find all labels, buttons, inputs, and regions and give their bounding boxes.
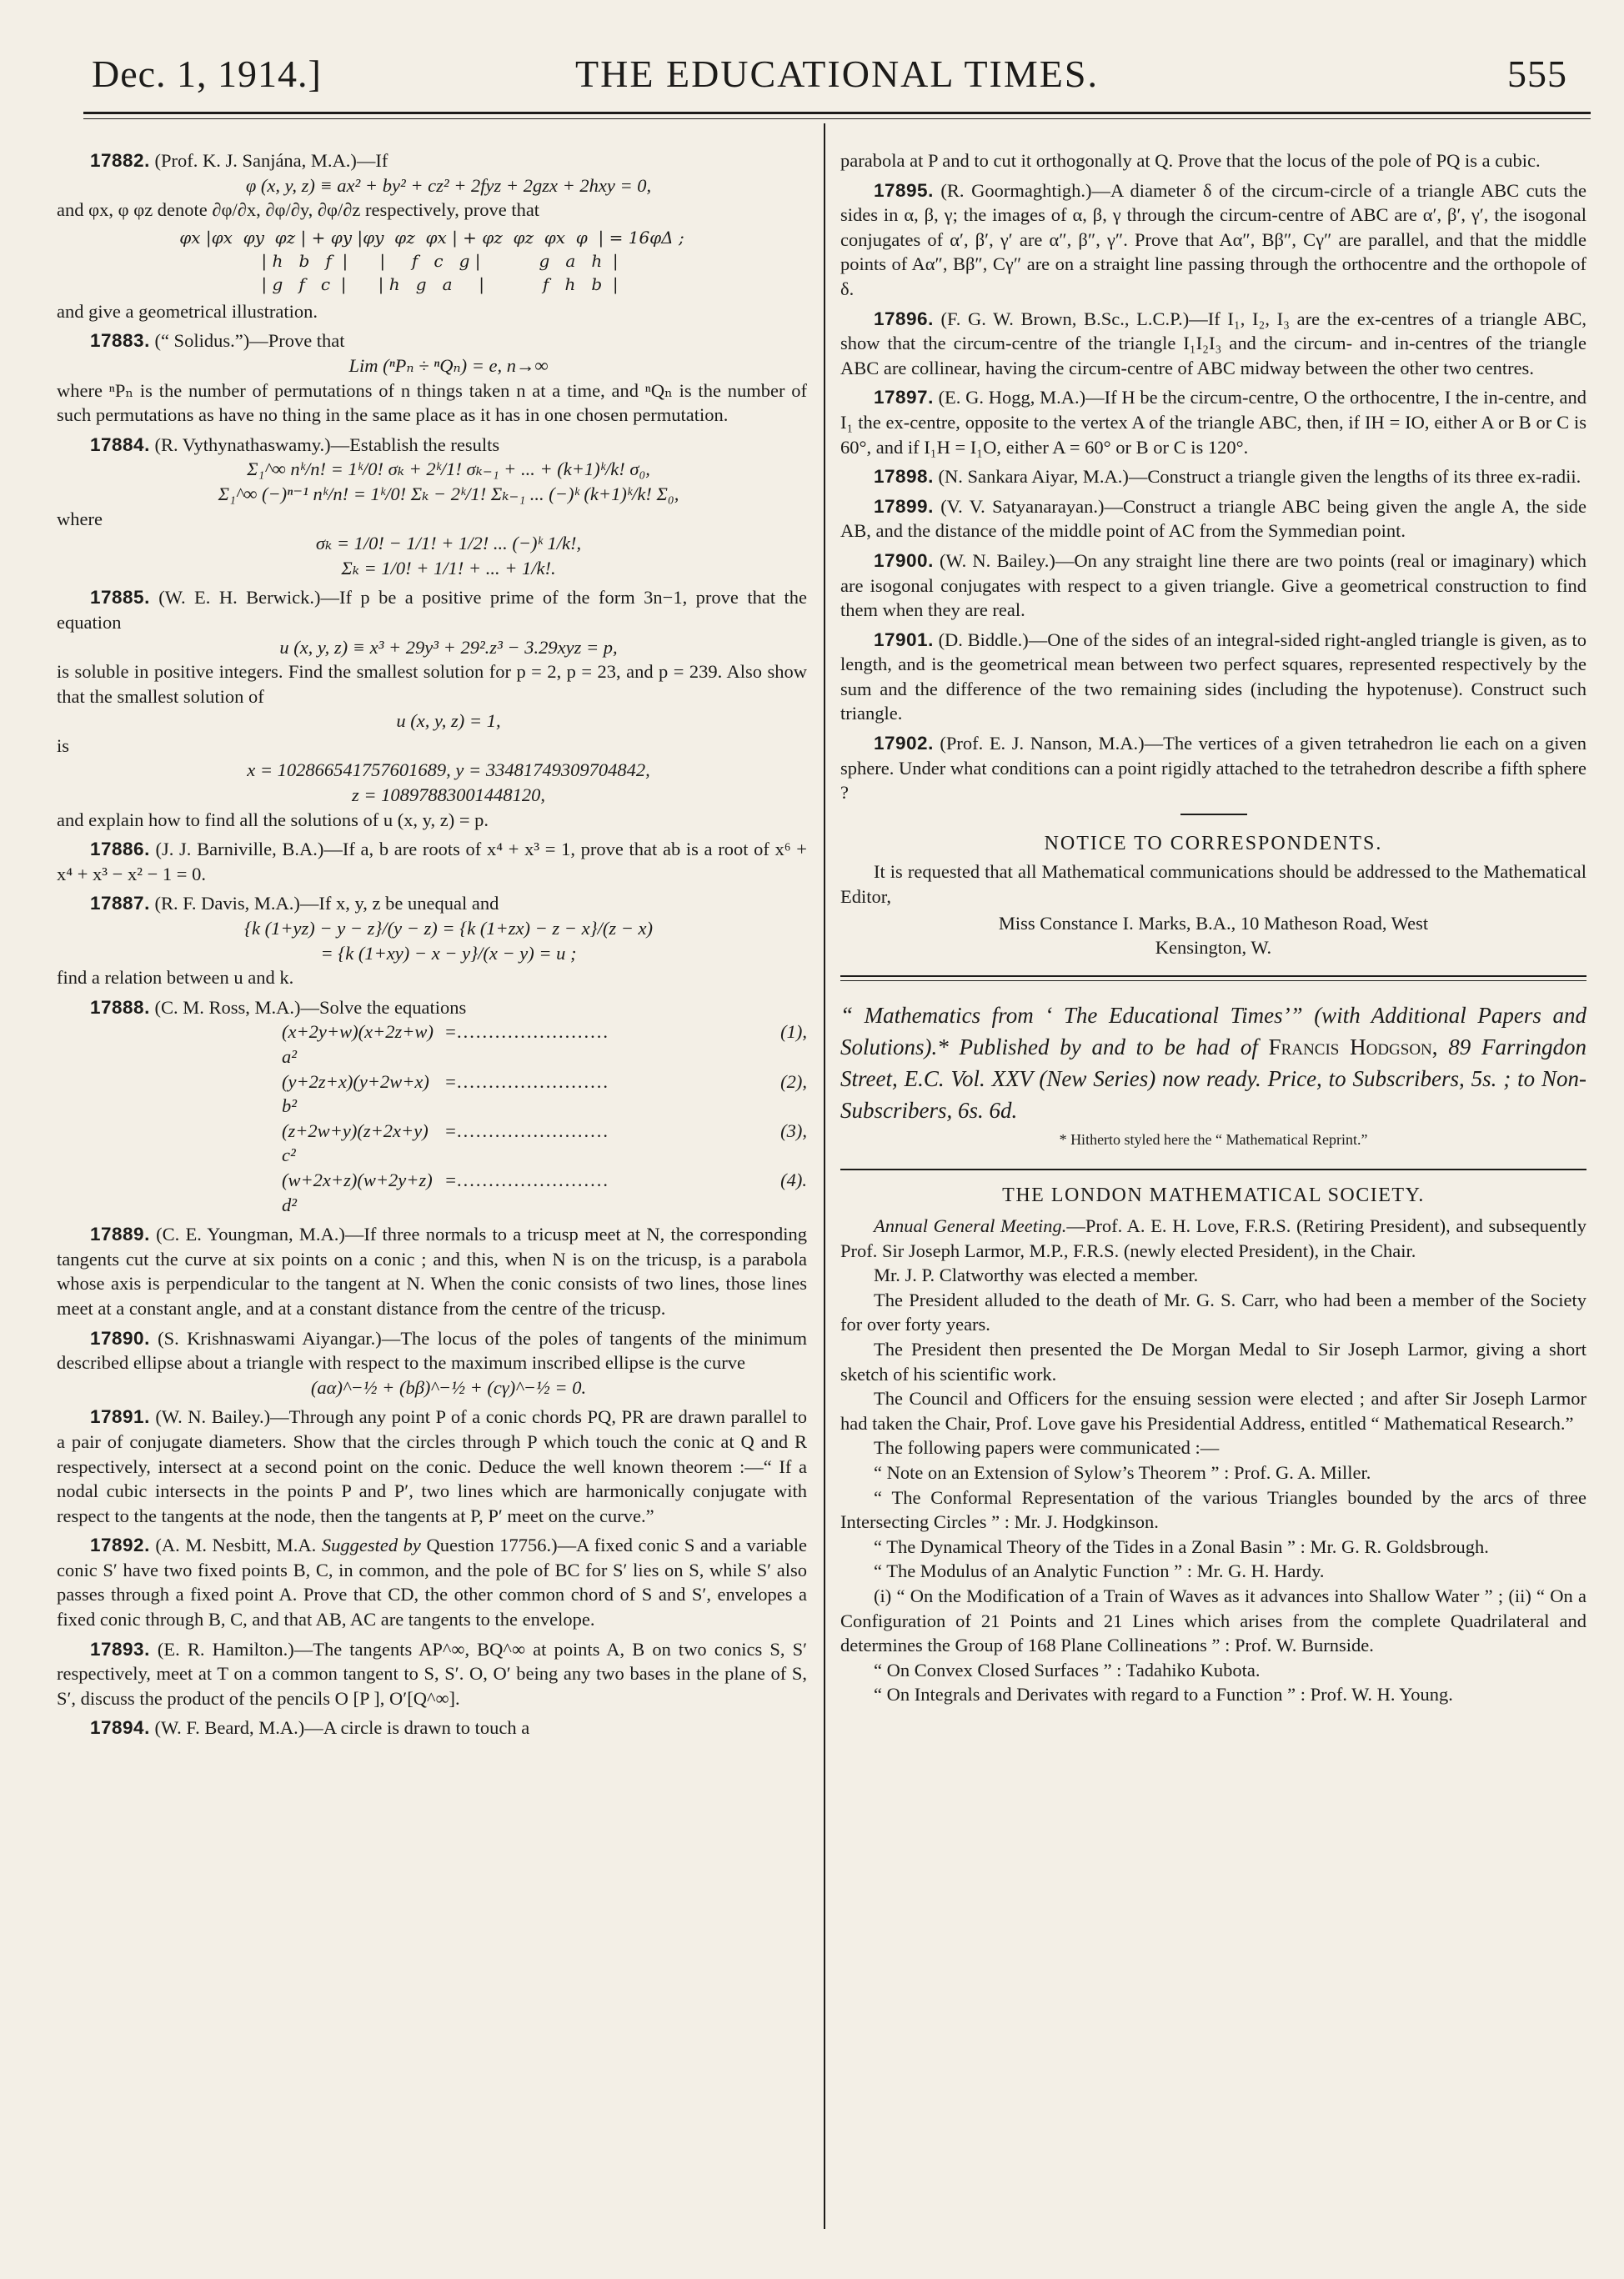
problem-17888 (57, 995, 807, 1217)
paper-item: “ The Modulus of an Analytic Function ” : Mr. G. H. Hardy. (874, 1560, 1325, 1582)
problem-author: (V. V. Satyanarayan.)— (940, 495, 1123, 517)
notice-text: It is requested that all Mathematical communications should be addressed to the Mathematical Editor, (840, 861, 1586, 908)
problem-17886 (57, 837, 807, 886)
equation: (z+2w+y)(z+2x+y) = c² (282, 1119, 457, 1166)
problem-text: where ⁿPₙ is the number of permutations of n things taken n at a time, and ⁿQₙ is the number of such permutations as have no thing in the same place as it has in one chosen permutation. (57, 379, 807, 426)
problem-text: If a, b are roots of x⁴ + x³ = 1, prove that ab is a root of x⁶ + x⁴ + x³ − x² − 1 = 0. (57, 839, 807, 884)
problem-number: 17888. (90, 996, 150, 1018)
problem-number: 17882. (90, 150, 150, 171)
left-column (57, 148, 807, 1746)
equation: φ (x, y, z) ≡ ax² + by² + cz² + 2fyz + 2gzx + 2hxy = 0, (245, 174, 652, 196)
equation: (w+2x+z)(w+2y+z) = d² (282, 1169, 457, 1215)
header-title: THE EDUCATIONAL TIMES. (575, 53, 1099, 95)
equation: x = 102866541757601689, y = 33481749309704842, (247, 759, 650, 781)
paper-item: “ The Conformal Representation of the various Triangles bounded by the arcs of three Intersecting Circles ” : Mr. J. Hodgkinson. (840, 1486, 1586, 1533)
problem-author: (W. N. Bailey.)— (155, 1406, 289, 1428)
equation: u (x, y, z) = 1, (396, 710, 501, 732)
right-column (840, 148, 1586, 1707)
problem-author: (R. Vythynathaswamy.)— (154, 433, 350, 455)
equation: (x+2y+w)(x+2z+w) = a² (282, 1021, 457, 1067)
lms-paragraph: The President then presented the De Morgan Medal to Sir Joseph Larmor, giving a short sketch of his scientific work. (840, 1338, 1586, 1385)
equation: Σₖ = 1/0! + 1/1! + ... + 1/k!. (341, 557, 556, 579)
problem-17885 (57, 585, 807, 832)
notice-address: Miss Constance I. Marks, B.A., 10 Matheson Road, West (998, 912, 1429, 934)
problem-17883 (57, 328, 807, 427)
problem-number: 17895. (874, 179, 934, 201)
column-divider (824, 123, 825, 2229)
equation: z = 10897883001448120, (351, 784, 546, 806)
problem-text: Construct a triangle ABC being given the angle A, the side AB, and the distance of the middle point of AC from the Symmedian point. (840, 495, 1587, 542)
equation-tag: (2), (780, 1070, 807, 1092)
problem-text: Construct a triangle given the lengths of its three ex-radii. (1147, 466, 1581, 488)
equation-row: (x+2y+w)(x+2z+w) = a² ........................ (1), (57, 1019, 807, 1069)
suggested-label: Suggested by (321, 1535, 421, 1556)
equation: Σ₁^∞ nᵏ/n! = 1ᵏ/0! σₖ + 2ᵏ/1! σₖ₋₁ + ... + (k+1)ᵏ/k! σ₀, (247, 458, 650, 480)
equation-row: (z+2w+y)(z+2x+y) = c² ........................ (3), (57, 1119, 807, 1168)
problem-17897 (840, 385, 1586, 459)
problem-17901 (840, 628, 1586, 726)
advert-publisher: Francis Hodgson, (1268, 1034, 1438, 1059)
problem-text: Through any point P of a conic chords PQ, PR are drawn parallel to a pair of conjugate diameters. Show that the circles through P which touch the conic at Q and R respectively, intersect at a second point on the conic. Deduce the well known theorem :—“ If a nodal cubic intersects in the points P and P′, two lines which are harmonically conjugate with respect to the tangents at the node, then the tangents at P, P′ meet on the curve.” (57, 1406, 807, 1526)
problem-text: A diameter δ of the circum-circle of a triangle ABC cuts the sides in α, β, γ; the images of α, β, γ through the circum-centre of ABC are α′, β′, γ′, the isogonal conjugates of α′, β′, γ′ are α″, β″, γ″. Prove that Aα″, Bβ″, Cγ″ are parallel, and that the middle points of Aα″, Bβ″, Cγ″ are on a straight line passing through the orthocentre and the orthopole of δ. (840, 179, 1586, 299)
problem-text: A circle is drawn to touch a (323, 1717, 530, 1739)
problem-text: and give a geometrical illustration. (57, 300, 318, 322)
problem-17892 (57, 1533, 807, 1631)
problem-number: 17900. (874, 549, 934, 571)
problem-17900 (840, 548, 1586, 623)
lms-paragraph: The Council and Officers for the ensuing session were elected ; and after Sir Joseph Larmor had taken the Chair, Prof. Love gave his Presidential Address, entitled “ Mathematical Research.” (840, 1388, 1586, 1434)
problem-17889 (57, 1222, 807, 1320)
problem-author: (J. J. Barniville, B.A.)— (155, 839, 343, 860)
paper-item: “ The Dynamical Theory of the Tides in a Zonal Basin ” : Mr. G. R. Goldsbrough. (874, 1535, 1489, 1557)
determinant-equation (57, 226, 807, 296)
equation-row: (w+2x+z)(w+2y+z) = d² ........................ (4). (57, 1168, 807, 1217)
lms-paragraph: Mr. J. P. Clatworthy was elected a member. (874, 1265, 1199, 1286)
equation: σₖ = 1/0! − 1/1! + 1/2! ... (−)ᵏ 1/k!, (315, 533, 582, 554)
problem-author: (R. Goormaghtigh.)— (940, 179, 1110, 201)
problem-number: 17884. (90, 433, 150, 455)
problem-text: If (375, 150, 388, 171)
problem-number: 17885. (90, 587, 150, 609)
lms-heading: THE LONDON MATHEMATICAL SOCIETY. (1002, 1185, 1425, 1207)
problem-text: and explain how to find all the solutions of u (x, y, z) = p. (57, 809, 489, 830)
problem-author: (Prof. E. J. Nanson, M.A.)— (940, 733, 1164, 754)
problem-author: (W. N. Bailey.)— (939, 549, 1075, 571)
meeting-text: —Prof. A. E. H. Love, F.R.S. (Retiring President), and subsequently Prof. Sir Joseph Larmor, M.P., F.R.S. (newly elected President), in the Chair. (840, 1215, 1586, 1261)
problem-number: 17890. (90, 1327, 150, 1349)
problem-author: (F. G. W. Brown, B.Sc., L.C.P.)— (940, 308, 1208, 329)
equation: (aα)^−½ + (bβ)^−½ + (cγ)^−½ = 0. (310, 1376, 587, 1398)
problem-text: The tangents AP^∞, BQ^∞ at points A, B on two conics S, S′ respectively, meet at T on a common tangent to S, S′. O, O′ being any two bases in the plane of S, S′, discuss the product of the pencils O [P ], O′[Q^∞]. (57, 1638, 808, 1709)
problem-number: 17892. (90, 1535, 150, 1556)
problem-number: 17887. (90, 893, 150, 914)
problem-17882 (57, 148, 807, 323)
problem-number: 17899. (874, 495, 934, 517)
problem-17884 (57, 433, 807, 581)
problem-17895 (840, 178, 1586, 302)
problem-text: find a relation between u and k. (57, 967, 294, 989)
problem-number: 17894. (90, 1717, 150, 1739)
problem-17896 (840, 307, 1586, 381)
advert-text: 89 Farringdon Street, E.C. Vol. XXV (New Series) now ready. Price, to Subscribers, 5s. ; to Non-Subscribers, 6s. 6d. (840, 1034, 1587, 1123)
problem-17894 (57, 1716, 807, 1741)
running-header (92, 52, 1582, 110)
problem-author: (W. F. Beard, M.A.)— (154, 1717, 323, 1739)
advertisement (840, 999, 1586, 1153)
is-label: is (57, 734, 70, 756)
problem-number: 17889. (90, 1224, 150, 1245)
problem-text: If I₁, I₂, I₃ are the ex-centres of a triangle ABC, show that the circum-centre of the triangle I₁I₂I₃ and the circum- and in-centres of the triangle ABC are collinear, having the circum-centre of ABC midway between the other two centres. (840, 308, 1586, 378)
problem-author: (E. R. Hamilton.)— (157, 1638, 313, 1660)
problem-17902 (840, 731, 1586, 805)
problem-author: (D. Biddle.)— (938, 629, 1048, 650)
equation-tag: (3), (780, 1119, 807, 1141)
problem-author: (Prof. K. J. Sanjána, M.A.)— (154, 150, 376, 171)
notice-address: Kensington, W. (1155, 937, 1272, 959)
equation-row: (y+2z+x)(y+2w+x) = b² ........................ (2), (57, 1069, 807, 1119)
paper-item: “ On Integrals and Derivates with regard to a Function ” : Prof. W. H. Young. (874, 1684, 1453, 1705)
problem-number: 17893. (90, 1638, 150, 1660)
advert-text: “ Mathematics from ‘ The Educational Times’” (with Additional Papers and Solutions).* Published by and to be had of (840, 1002, 1586, 1059)
problem-author: (A. M. Nesbitt, M.A. (155, 1535, 317, 1556)
problem-text: One of the sides of an integral-sided right-angled triangle is given, as to length, and is the geometrical mean between two perfect squares, represented respectively by the sum and the difference of the two remaining sides (including the hypotenuse). Construct such triangle. (840, 629, 1587, 724)
problem-text: If H be the circum-centre, O the orthocentre, I the in-centre, and I₁ the ex-centre, opposite to the vertex A of the triangle ABC, then, if IH = IO, either A or B or C is 60°, and if I₁H = I₁O, either A = 60° or B or C is 120°. (840, 387, 1587, 458)
equation: Σ₁^∞ (−)ⁿ⁻¹ nᵏ/n! = 1ᵏ/0! Σₖ − 2ᵏ/1! Σₖ₋₁ ... (−)ᵏ (k+1)ᵏ/k! Σ₀, (218, 483, 679, 504)
problem-author: (R. F. Davis, M.A.)— (154, 893, 319, 914)
where-label: where (57, 508, 103, 529)
problem-number: 17898. (874, 466, 934, 488)
problem-number: 17883. (90, 330, 150, 352)
problem-text: If x, y, z be unequal and (318, 893, 499, 914)
notice-section (840, 832, 1586, 960)
problem-author: (N. Sankara Aiyar, M.A.)— (938, 466, 1148, 488)
problem-17899 (840, 494, 1586, 543)
problem-17893 (57, 1637, 807, 1711)
problem-author: (C. M. Ross, M.A.)— (154, 996, 319, 1018)
problem-author: (W. E. H. Berwick.)— (158, 587, 339, 609)
section-divider (840, 975, 1586, 977)
problem-17887 (57, 891, 807, 989)
problem-number: 17891. (90, 1406, 150, 1428)
problem-number: 17901. (874, 629, 934, 650)
equation-tag: (4). (780, 1169, 807, 1190)
determinant: φx |φx φy φz | + φy |φy φz φx | + φz φz φx φ | = 16φΔ ; | h b f | | f c g | g a h | | g f c | | h g a | f h b | (179, 227, 684, 294)
header-rule-thin (83, 118, 1591, 119)
lms-paragraph: The President alluded to the death of Mr. G. S. Carr, who had been a member of the Society for over forty years. (840, 1289, 1586, 1335)
problem-17894-continued (840, 148, 1586, 173)
section-divider-thin (840, 980, 1586, 981)
problem-text: If p be a positive prime of the form 3n−1, prove that the equation (57, 587, 808, 633)
problem-text: is soluble in positive integers. Find the smallest solution for p = 2, p = 23, and p = 239. Also show that the smallest solution of (57, 661, 807, 707)
equation: = {k (1+xy) − x − y}/(x − y) = u ; (320, 942, 577, 964)
problem-number: 17897. (874, 387, 934, 408)
advert-footnote: * Hitherto styled here the “ Mathematical Reprint.” (1059, 1130, 1368, 1148)
paper-item: “ On Convex Closed Surfaces ” : Tadahiko Kubota. (874, 1659, 1261, 1680)
section-divider (840, 1169, 1586, 1170)
problem-17891 (57, 1405, 807, 1528)
header-rule (83, 112, 1591, 114)
problem-author: (C. E. Youngman, M.A.)— (156, 1224, 364, 1245)
equation: u (x, y, z) ≡ x³ + 29y³ + 29².z³ − 3.29xyz = p, (279, 636, 618, 658)
problem-text: The locus of the poles of tangents of the minimum described ellipse about a triangle with respect to the maximum inscribed ellipse is the curve (57, 1327, 807, 1374)
problem-number: 17886. (90, 839, 150, 860)
problem-17898 (840, 464, 1586, 489)
paper-item: (i) “ On the Modification of a Train of Waves as it advances into Shallow Water ” ; (ii) “ On a Configuration of 21 Points and 21 Lines which arises from the complete Quadrilateral and determines the Group of 168 Plane Collineations ” : Prof. W. Burnside. (840, 1585, 1586, 1656)
equation: (y+2z+x)(y+2w+x) = b² (282, 1070, 457, 1117)
lms-section (840, 1184, 1586, 1706)
problem-text: If three normals to a tricusp meet at N, the corresponding tangents cut the curve at six points on a conic ; and this, when N is on the tricusp, is a parabola whose axis is perpendicular to the tangent at N. When the conic consists of two lines, those lines meet at a constant angle, and at a constant distance from the centre of the tricusp. (57, 1224, 807, 1319)
problem-text: parabola at P and to cut it orthogonally at Q. Prove that the locus of the pole of PQ is a cubic. (840, 150, 1541, 171)
equation: {k (1+yz) − y − z}/(y − z) = {k (1+zx) − z − x}/(z − x) (243, 918, 653, 939)
problem-17890 (57, 1326, 807, 1400)
problem-author: (E. G. Hogg, M.A.)— (938, 387, 1105, 408)
meeting-label: Annual General Meeting. (874, 1215, 1067, 1236)
problem-text: Solve the equations (318, 996, 467, 1018)
problem-number: 17896. (874, 308, 934, 329)
lms-paragraph: The following papers were communicated :— (874, 1437, 1220, 1459)
header-date: Dec. 1, 1914.] (92, 53, 322, 95)
problem-author: (“ Solidus.”)— (154, 330, 268, 352)
problem-text: Establish the results (349, 433, 500, 455)
problem-number: 17902. (874, 733, 934, 754)
problem-text: and φx, φ φz denote ∂φ/∂x, ∂φ/∂y, ∂φ/∂z respectively, prove that (57, 199, 540, 221)
problem-text: On any straight line there are two points (real or imaginary) which are isogonal conjugates with respect to a given triangle. Give a geometrical construction to find them when they are real. (840, 549, 1587, 621)
paper-item: “ Note on an Extension of Sylow’s Theorem ” : Prof. G. A. Miller. (874, 1461, 1371, 1483)
section-divider (1180, 814, 1247, 815)
equation: Lim (ⁿPₙ ÷ ⁿQₙ) = e, n→∞ (348, 354, 549, 376)
problem-text: Question 17756.)—A fixed conic S and a variable conic S′ have two fixed points B, C, in common, and the pole of BC for S′ lies on S, while S′ also passes through a fixed point A. Prove that CD, the other common chord of S and S′, envelopes a fixed conic through B, C, and that AB, AC are tangents to the envelope. (57, 1535, 808, 1630)
header-page-number: 555 (1507, 53, 1567, 95)
equation-tag: (1), (780, 1021, 807, 1043)
problem-author: (S. Krishnaswami Aiyangar.)— (158, 1327, 401, 1349)
problem-text: Prove that (268, 330, 345, 352)
notice-heading: NOTICE TO CORRESPONDENTS. (1044, 832, 1383, 854)
problem-text: The vertices of a given tetrahedron lie each on a given sphere. Under what conditions can a point rigidly attached to the tetrahedron describe a fifth sphere ? (840, 733, 1587, 804)
